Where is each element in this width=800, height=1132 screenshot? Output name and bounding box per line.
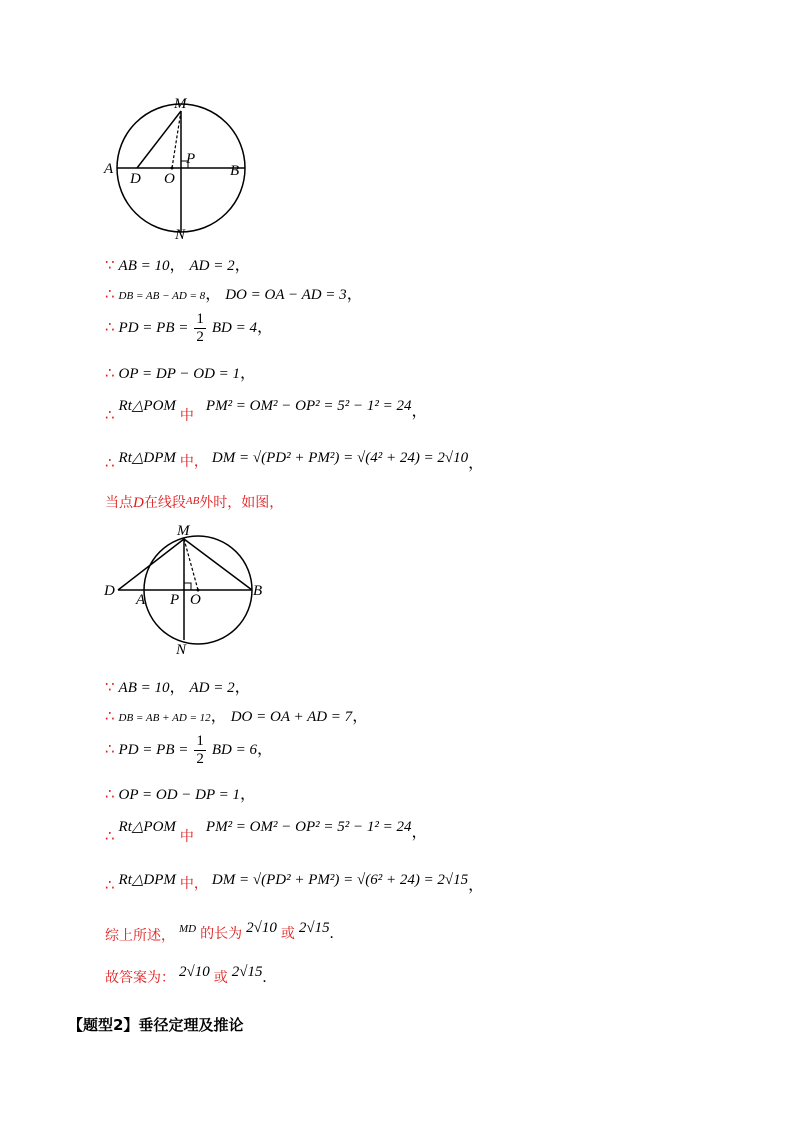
label-A: A [104, 161, 114, 177]
triangle-label: Rt△POM [118, 819, 176, 835]
answer-line [105, 961, 267, 986]
therefore-symbol: ∴ [105, 285, 115, 303]
label-N: N [175, 227, 186, 240]
sep: ， [411, 403, 428, 420]
label-B: B [230, 163, 240, 179]
zh-text: 在线段 [143, 495, 186, 511]
eq: DO = OA + AD = 7 [230, 709, 353, 725]
triangle-label: Rt△DPM [118, 450, 176, 466]
eq: DM = √(PD² + PM²) = √(6² + 24) = 2√15 [211, 872, 469, 888]
triangle-label: Rt△DPM [118, 872, 176, 888]
sep: ， [257, 741, 274, 759]
sep: ， [346, 286, 363, 303]
s1-line-4 [105, 360, 256, 383]
label-M: M [174, 96, 187, 112]
summary-line [105, 917, 334, 944]
sep: ， [205, 286, 222, 303]
segment-label: AB [185, 495, 200, 507]
s2-line-5 [105, 813, 428, 845]
segment-dm [137, 111, 181, 168]
label-A: A [136, 592, 146, 608]
denominator: 2 [196, 329, 204, 345]
therefore-symbol: ∴ [105, 740, 115, 759]
zh-text: 中， [179, 454, 208, 470]
figure-1 [100, 95, 260, 240]
eq: PD = PB = [118, 742, 189, 759]
therefore-symbol: ∴ [105, 406, 115, 424]
sep: . [262, 969, 267, 986]
fraction [194, 734, 206, 767]
fraction [194, 312, 206, 345]
value: 2√10 [246, 920, 277, 936]
zh-text: 外时，如图， [199, 495, 284, 511]
zh-text: 当点 [105, 495, 133, 511]
zh-text: 中 [179, 829, 194, 845]
value: 2√15 [298, 920, 330, 936]
label-D: D [130, 171, 141, 187]
sep: ， [210, 708, 227, 725]
segment-label: MD [179, 923, 197, 935]
therefore-symbol: ∴ [105, 454, 115, 472]
eq: DB = AB − AD = 8 [118, 290, 206, 302]
eq: DM = √(PD² + PM²) = √(4² + 24) = 2√10 [211, 450, 469, 466]
label-B: B [253, 583, 263, 599]
transition-line [105, 492, 283, 512]
therefore-symbol: ∴ [105, 707, 115, 725]
sep: ， [234, 679, 251, 696]
eq: PD = PB = [118, 320, 189, 337]
eq: AD = 2 [189, 680, 235, 696]
eq: AD = 2 [189, 258, 235, 274]
label-P: P [170, 592, 180, 608]
s2-line-4 [105, 781, 256, 804]
eq: DO = OA − AD = 3 [225, 287, 347, 303]
because-symbol: ∵ [105, 678, 115, 696]
eq: OP = DP − OD = 1 [118, 366, 241, 382]
sep: ， [169, 679, 186, 696]
s1-line-5 [105, 392, 428, 424]
eq: PM² = OM² − OP² = 5² − 1² = 24 [205, 398, 412, 414]
s1-line-1 [105, 252, 251, 275]
therefore-symbol: ∴ [105, 364, 115, 382]
therefore-symbol: ∴ [105, 827, 115, 845]
segment-om [172, 111, 181, 168]
eq: OP = OD − DP = 1 [118, 787, 241, 803]
label-P: P [186, 151, 196, 167]
s2-line-2 [105, 703, 368, 726]
right-angle-mark [184, 583, 191, 590]
s2-line-3 [105, 734, 273, 767]
label-N: N [176, 642, 187, 657]
eq: BD = 4 [211, 320, 257, 337]
therefore-symbol: ∴ [105, 785, 115, 803]
sep: ， [468, 455, 485, 472]
s2-line-1 [105, 674, 251, 697]
s1-line-3 [105, 312, 273, 345]
segment-dm [118, 539, 184, 590]
sep: ， [352, 708, 369, 725]
eq: PM² = OM² − OP² = 5² − 1² = 24 [205, 819, 412, 835]
sep: . [329, 925, 334, 942]
zh-text: 或 [280, 926, 295, 942]
s1-line-2 [105, 281, 363, 304]
sep: ， [169, 257, 186, 274]
sep: ， [468, 877, 485, 894]
label-O: O [164, 171, 175, 187]
denominator: 2 [196, 751, 204, 767]
value: 2√15 [231, 964, 263, 980]
section-heading: 【题型2】垂径定理及推论 [68, 1016, 244, 1034]
s1-line-6 [105, 444, 485, 472]
value: 2√10 [179, 964, 210, 980]
figure-2 [100, 522, 280, 657]
triangle-label: Rt△POM [118, 398, 176, 414]
sep: ， [234, 257, 251, 274]
label-O: O [190, 592, 201, 608]
sep: ， [240, 786, 257, 803]
zh-text: 的长为 [200, 926, 243, 942]
segment-mb [184, 539, 252, 590]
point-label: D [133, 495, 144, 511]
eq: BD = 6 [211, 742, 257, 759]
numerator: 1 [196, 733, 204, 749]
therefore-symbol: ∴ [105, 876, 115, 894]
zh-text: 故答案为： [105, 970, 175, 986]
eq: DB = AB + AD = 12 [118, 712, 211, 724]
sep: ， [240, 365, 257, 382]
numerator: 1 [196, 311, 204, 327]
segment-om [184, 539, 198, 590]
s2-line-6 [105, 866, 485, 894]
eq: AB = 10 [118, 258, 170, 274]
therefore-symbol: ∴ [105, 318, 115, 337]
zh-text: 中 [179, 408, 194, 424]
label-M: M [177, 523, 190, 539]
sep: ， [411, 824, 428, 841]
center-point [171, 167, 174, 170]
sep: ， [257, 319, 274, 337]
zh-text: 中， [179, 876, 208, 892]
zh-text: 综上所述， [105, 928, 175, 944]
because-symbol: ∵ [105, 256, 115, 274]
label-D: D [104, 583, 115, 599]
eq: AB = 10 [118, 680, 170, 696]
zh-text: 或 [213, 970, 228, 986]
